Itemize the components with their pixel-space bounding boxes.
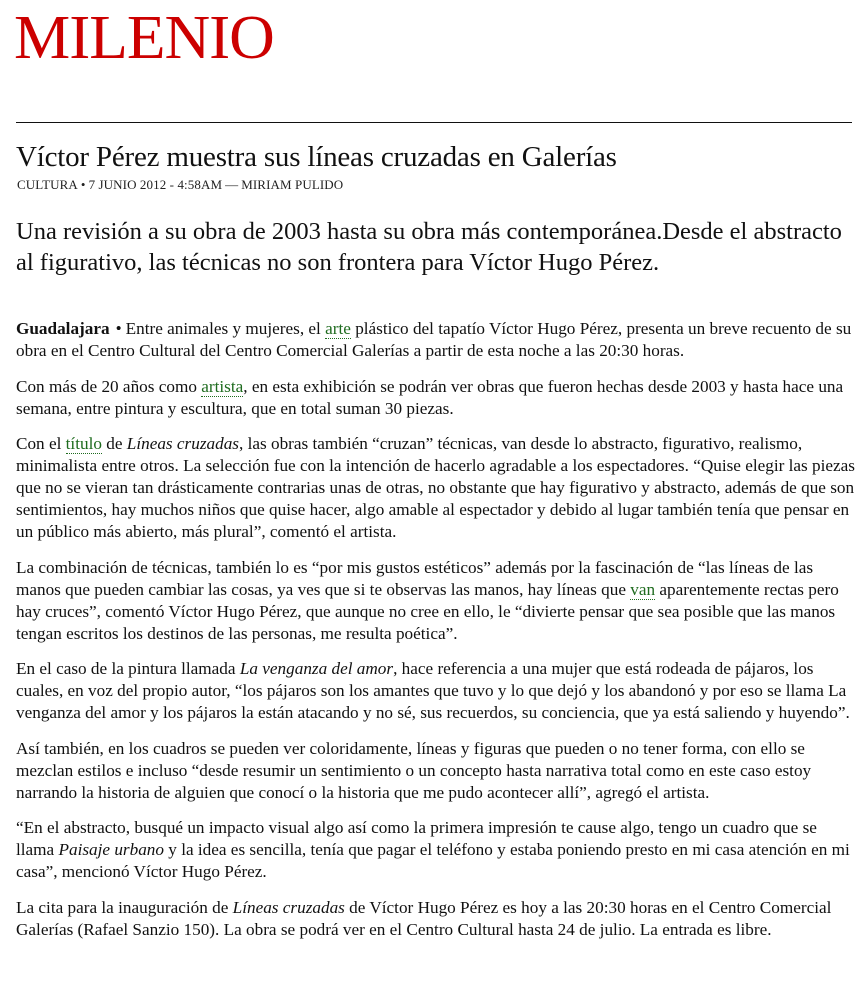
paragraph-1: [16, 318, 858, 362]
paragraph-text: de: [101, 434, 127, 453]
paragraph-text: Con el: [16, 434, 66, 453]
masthead: [14, 4, 274, 72]
paragraph-2: [16, 376, 858, 420]
paragraph-text: y la idea es sencilla, tenía que pagar el teléfono y estaba poniendo presto en mi casa atención en mi casa”, mencionó Víctor Hugo Pérez.: [16, 840, 850, 881]
paragraph-7: [16, 817, 858, 883]
work-title: Líneas cruzadas: [232, 897, 345, 917]
article-headline: Víctor Pérez muestra sus líneas cruzadas en Galerías: [16, 141, 617, 173]
paragraph-text: La cita para la inauguración de: [16, 897, 233, 917]
paragraph-text: Con más de 20 años como: [16, 376, 202, 396]
meta-bullet: •: [80, 177, 86, 192]
dateline-bullet: •: [115, 319, 122, 338]
link-arte[interactable]: arte: [325, 319, 351, 338]
article-body: [16, 318, 858, 954]
paragraph-text: plástico del tapatío Víctor Hugo Pérez, presenta un breve recuento de su obra en el Centro Cultural del Centro Comercial Galerías a partir de esta noche a las 20:30 horas.: [16, 319, 852, 360]
milenio-logo[interactable]: MILENIO: [14, 4, 274, 72]
article-lead: Una revisión a su obra de 2003 hasta su obra más contemporánea.Desde el abstracto al figurativo, las técnicas no son frontera para Víctor Hugo Pérez.: [16, 218, 842, 276]
work-title: Paisaje urbano: [58, 840, 164, 859]
publish-date: 7 JUNIO 2012 - 4:58AM: [88, 177, 223, 192]
link-van[interactable]: van: [630, 579, 656, 599]
paragraph-text: , en esta exhibición se podrán ver obras que fueron hechas desde 2003 y hasta hace una semana, entre pintura y escultura, que en total suman 30 piezas.: [16, 376, 844, 418]
paragraph-6: Así también, en los cuadros se pueden ver coloridamente, líneas y figuras que pueden o no tener forma, con ello se mezclan estilos e incluso “desde resumir un sentimiento o un concepto hasta narrativa total como en este caso estoy narrando la historia de alguien que conocí o la historia que me pudo acontecer allí”, agregó el artista.: [16, 738, 812, 802]
paragraph-text: , hace referencia a una mujer que está rodeada de pájaros, los cuales, en voz del propio autor, “los pájaros son los amantes que tuvo y lo que dejó y los abandonó y por eso se llama La venganza del amor y los pájaros la están atacando y no sé, sus recuerdos, su conciencia, que ya está saliendo y huyendo”.: [16, 659, 850, 722]
paragraph-3: [16, 433, 858, 543]
paragraph-8: [16, 897, 858, 941]
paragraph-text: de Víctor Hugo Pérez es hoy a las 20:30 horas en el Centro Comercial Galerías (Rafael Sanzio 150). La obra se podrá ver en el Centro Cultural hasta 24 de julio. La entrada es libre.: [16, 897, 832, 939]
paragraph-text: aparentemente rectas pero hay cruces”, comentó Víctor Hugo Pérez, que aunque no cree en ello, le “divierte pensar que sea posible que las manos tengan escritos los destinos de las personas, me resulta poética”.: [16, 579, 839, 643]
paragraph-text: En el caso de la pintura llamada: [16, 659, 240, 678]
paragraph-text: Entre animales y mujeres, el: [125, 319, 326, 338]
dateline: Guadalajara: [16, 319, 110, 338]
paragraph-4: [16, 557, 858, 645]
link-titulo[interactable]: título: [65, 434, 102, 453]
article-meta: [17, 177, 343, 193]
meta-dash: —: [225, 177, 239, 192]
header-divider: [16, 122, 852, 123]
paragraph-text: , las obras también “cruzan” técnicas, van desde lo abstracto, figurativo, realismo, minimalista entre otros. La selección fue con la intención de hacerlo agradable a los espectadores. “Quise elegir las piezas que no se vieran tan drásticamente contrarias unas de otras, no obstante que hay figurativo y abstracto, además de que son sentimientos, hay muchos niños que quise hacer, algo amable al espectador y debido al lugar también tenía que pensar en un público más abierto, más plural”, comentó el artista.: [16, 434, 855, 541]
paragraph-text: “En el abstracto, busqué un impacto visual algo así como la primera impresión te cause algo, tengo un cuadro que se llama: [16, 818, 817, 859]
link-artista[interactable]: artista: [201, 376, 244, 396]
section-label[interactable]: CULTURA: [17, 177, 78, 192]
work-title: La venganza del amor: [239, 659, 394, 678]
author-name: MIRIAM PULIDO: [241, 177, 344, 192]
work-title: Líneas cruzadas: [126, 434, 239, 453]
paragraph-text: La combinación de técnicas, también lo es “por mis gustos estéticos” además por la fascinación de “las líneas de las manos que pueden cambiar las cosas, ya ves que si te observas las manos, hay líneas que: [16, 557, 814, 599]
paragraph-5: [16, 658, 858, 724]
